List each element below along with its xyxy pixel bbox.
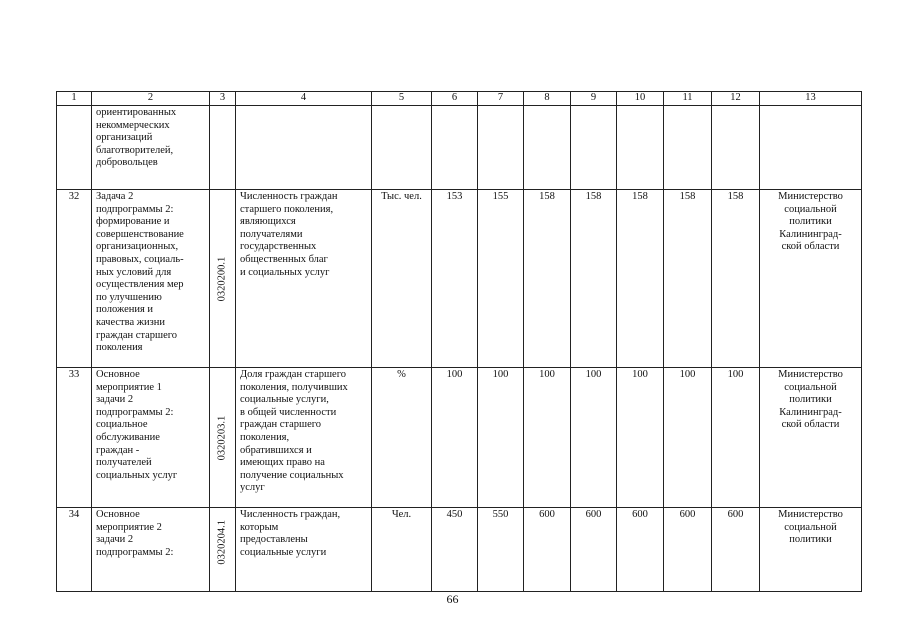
value-cell: 153: [432, 190, 478, 368]
indicator-cell: Численность граждан старшего поколения, являющихся получателями государственных общественных благ и социальных услуг: [236, 190, 372, 368]
header-cell: 6: [432, 92, 478, 106]
table-cell: [432, 106, 478, 190]
unit-cell: Чел.: [372, 508, 432, 592]
event-title-cell: ориентированных некоммерческих организаций благотворителей, добровольцев: [92, 106, 210, 190]
table-cell: [712, 106, 760, 190]
value-cell: 600: [712, 508, 760, 592]
event-title-cell: Основное мероприятие 2 задачи 2 подпрограммы 2:: [92, 508, 210, 592]
code-cell: [210, 190, 236, 368]
value-cell: 100: [571, 368, 617, 508]
table-row: [57, 190, 862, 368]
value-cell: 100: [524, 368, 571, 508]
value-cell: 450: [432, 508, 478, 592]
indicator-cell: Численность граждан, которым предоставлены социальные услуги: [236, 508, 372, 592]
event-title-cell: Основное мероприятие 1 задачи 2 подпрограммы 2: социальное обслуживание граждан - получателей социальных услуг: [92, 368, 210, 508]
table-row: [57, 508, 862, 592]
value-cell: 600: [571, 508, 617, 592]
value-cell: 158: [617, 190, 664, 368]
code-text: 0320204.1: [216, 519, 228, 565]
table-cell: [571, 106, 617, 190]
row-number-cell: 33: [57, 368, 92, 508]
header-row: [57, 92, 862, 106]
value-cell: 158: [571, 190, 617, 368]
value-cell: 158: [712, 190, 760, 368]
continuation-row: [57, 106, 862, 190]
header-cell: 1: [57, 92, 92, 106]
code-cell: [210, 368, 236, 508]
unit-cell: Тыс. чел.: [372, 190, 432, 368]
value-cell: 100: [617, 368, 664, 508]
header-cell: 10: [617, 92, 664, 106]
table-cell: [372, 106, 432, 190]
code-text: 0320200.1: [216, 256, 228, 301]
value-cell: 100: [478, 368, 524, 508]
value-cell: 550: [478, 508, 524, 592]
header-cell: 3: [210, 92, 236, 106]
table-cell: [524, 106, 571, 190]
value-cell: 158: [664, 190, 712, 368]
header-cell: 8: [524, 92, 571, 106]
code-text: 0320203.1: [216, 415, 228, 460]
header-cell: 13: [760, 92, 862, 106]
table-cell: [236, 106, 372, 190]
event-title-cell: Задача 2 подпрограммы 2: формирование и совершенствование организационных, правовых, социаль- ных условий для осуществления мер по улучшению положения и качества жизни граждан старшего поколения: [92, 190, 210, 368]
table-cell: [664, 106, 712, 190]
value-cell: 155: [478, 190, 524, 368]
value-cell: 100: [712, 368, 760, 508]
header-cell: 2: [92, 92, 210, 106]
unit-cell: %: [372, 368, 432, 508]
indicator-cell: Доля граждан старшего поколения, получивших социальные услуги, в общей численности граждан старшего поколения, обратившихся и имеющих право на получение социальных услуг: [236, 368, 372, 508]
value-cell: 600: [524, 508, 571, 592]
header-cell: 11: [664, 92, 712, 106]
value-cell: 100: [664, 368, 712, 508]
responsible-cell: Министерство социальной политики Калининград- ской области: [760, 368, 862, 508]
program-indicators-table: [56, 91, 862, 592]
header-cell: 7: [478, 92, 524, 106]
table-row: [57, 368, 862, 508]
table-cell: [617, 106, 664, 190]
row-number-cell: 34: [57, 508, 92, 592]
responsible-cell: Министерство социальной политики: [760, 508, 862, 592]
value-cell: 600: [664, 508, 712, 592]
table-cell: [478, 106, 524, 190]
header-cell: 4: [236, 92, 372, 106]
code-cell: [210, 508, 236, 592]
row-number-cell: 32: [57, 190, 92, 368]
value-cell: 158: [524, 190, 571, 368]
page-number: 66: [446, 592, 459, 606]
header-cell: 5: [372, 92, 432, 106]
header-cell: 12: [712, 92, 760, 106]
header-cell: 9: [571, 92, 617, 106]
table-cell: [57, 106, 92, 190]
value-cell: 100: [432, 368, 478, 508]
responsible-cell: Министерство социальной политики Калининград- ской области: [760, 190, 862, 368]
table-cell: [760, 106, 862, 190]
value-cell: 600: [617, 508, 664, 592]
table-cell: [210, 106, 236, 190]
